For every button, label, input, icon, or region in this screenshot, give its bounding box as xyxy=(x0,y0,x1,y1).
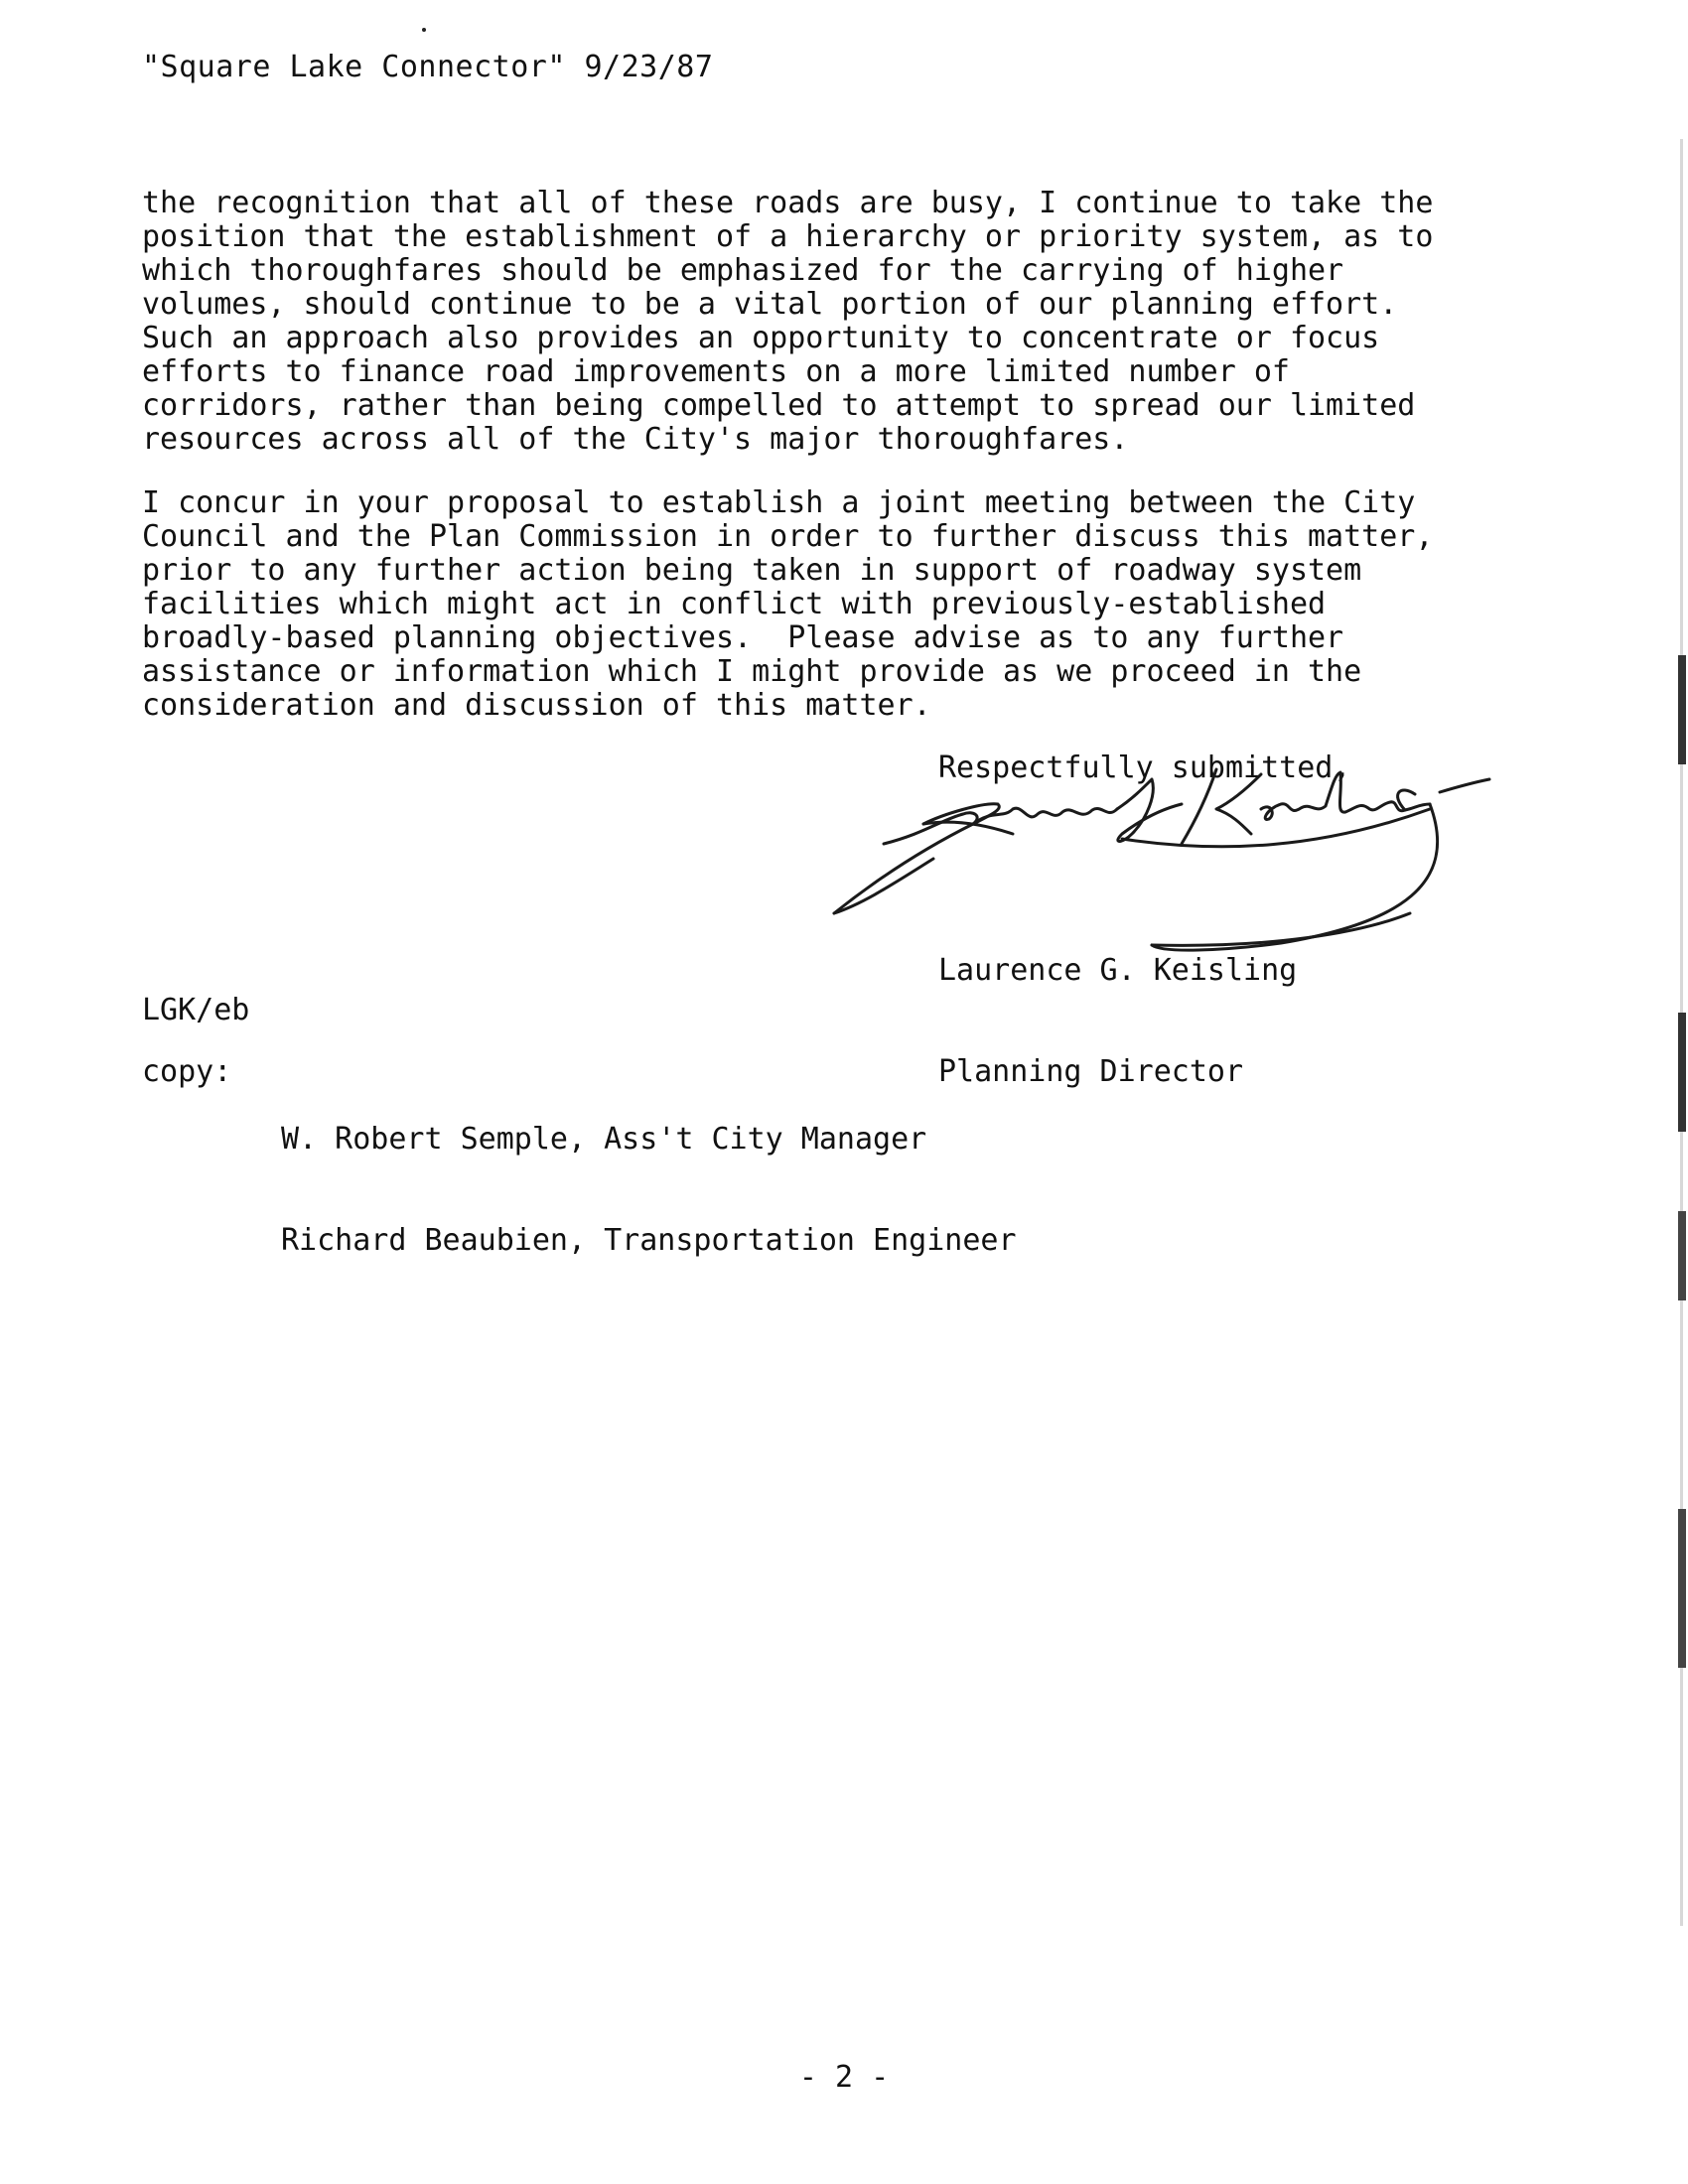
typist-initials: LGK/eb xyxy=(142,993,250,1027)
copy-label: copy: xyxy=(142,1054,232,1089)
body-paragraph-1: the recognition that all of these roads are busy, I continue to take the position that the establishment of a hierarchy or priority system, as to which thoroughfares should be emphasized for the carrying of higher volumes, should continue to be a vital portion of our planning effort. Such an approach also provides an opportunity to concentrate or focus efforts to finance road improvements on a more limited number of corridors, rather than being compelled to attempt to spread our limited resources across all of the City's major thoroughfares. xyxy=(142,186,1434,457)
signer-title: Planning Director xyxy=(938,1054,1244,1089)
body-paragraph-2: I concur in your proposal to establish a joint meeting between the City Council and the Plan Commission in order to further discuss this matter, prior to any further action being taken in support of roadway system facilities which might act in conflict with previously-established broadly-based planning objectives. Please advise as to any further assistance or information which I might provide as we proceed in the consideration and discussion of this matter. xyxy=(142,485,1434,723)
copy-recipient: W. Robert Semple, Ass't City Manager xyxy=(281,1122,927,1157)
page-header: "Square Lake Connector" 9/23/87 xyxy=(142,50,714,84)
copy-recipients xyxy=(281,1055,1017,1325)
page-number: - 2 - xyxy=(798,2060,890,2095)
scan-edge-artifact xyxy=(1674,139,1688,1926)
scan-speck xyxy=(422,28,426,32)
closing-salutation: Respectfully submitted, xyxy=(938,751,1351,785)
signer-name: Laurence G. Keisling xyxy=(938,953,1298,988)
copy-recipient: Richard Beaubien, Transportation Engineer xyxy=(281,1223,1017,1258)
